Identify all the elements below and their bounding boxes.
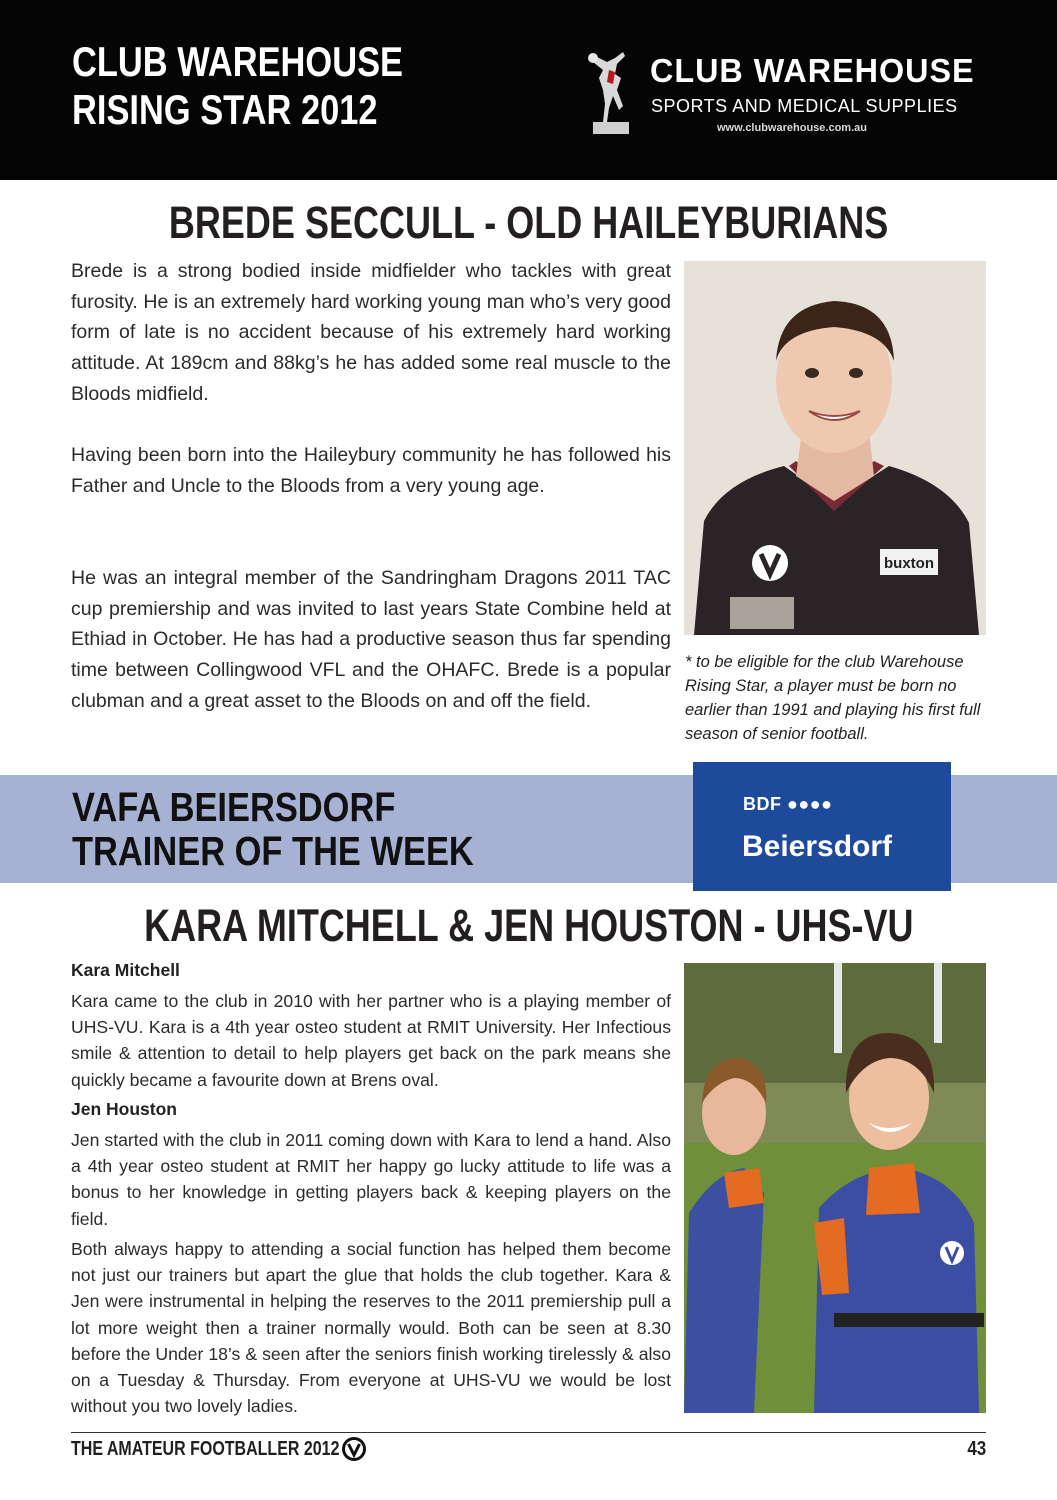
section2-heading: KARA MITCHELL & JEN HOUSTON - UHS-VU (143, 900, 914, 951)
section1-paragraph: Brede is a strong bodied inside midfielder who tackles with great furosity. He is an extremely hard working young man who’s very good form of late is no accident because of his extremely hard working attitude. At 189cm and 88kg’s he has added some real muscle to the Bloods midfield. (71, 260, 671, 405)
header-title-line1: CLUB WAREHOUSE (72, 38, 404, 85)
player-photo (684, 261, 986, 635)
page-number: 43 (967, 1438, 986, 1460)
kara-subheading: Kara Mitchell (71, 960, 180, 980)
discus-thrower-statue-icon (585, 48, 637, 138)
beiersdorf-wordmark: Beiersdorf (742, 830, 893, 863)
club-warehouse-logo (585, 48, 995, 138)
footer-publication: THE AMATEUR FOOTBALLER 2012 (71, 1438, 340, 1460)
sponsor-patch-text: buxton (884, 555, 934, 572)
bdf-mark: BDF ●●●● (743, 794, 833, 814)
jen-paragraph: Jen started with the club in 2011 coming down with Kara to lend a hand. Also a 4th year osteo student at RMIT her happy go lucky attitude to life was a bonus to her knowledge in getting players back & keeping players on the field. (71, 1130, 671, 1229)
both-paragraph: Both always happy to attending a social function has helped them become not just our trainers but apart the glue that holds the club together. Kara & Jen were instrumental in helping the reserves to the 2011 premiership pull a lot more weight then a trainer normally would. Both can be seen at 8.30 before the Under 18’s & seen after the seniors finish working tirelessly & also on a Tuesday & Thursday. From everyone at UHS-VU we would be lost without you two lovely ladies. (71, 1239, 671, 1417)
trainers-photo (684, 963, 986, 1413)
banner-title (72, 785, 474, 873)
section1-paragraph: He was an integral member of the Sandringham Dragons 2011 TAC cup premiership and was invited to last years State Combine held at Ethiad in October. He has had a productive season thus far spending time between Collingwood VFL and the OHAFC. Brede is a popular clubman and a great asset to the Bloods on and off the field. (71, 567, 671, 712)
banner-title-line2: TRAINER OF THE WEEK (72, 828, 474, 874)
header-bar (0, 0, 1057, 180)
logo-tagline: SPORTS AND MEDICAL SUPPLIES (651, 96, 958, 116)
banner-title-line1: VAFA BEIERSDORF (72, 784, 396, 830)
vafa-v-logo-icon (341, 1436, 367, 1462)
logo-name: CLUB WAREHOUSE (650, 52, 975, 89)
section1-paragraph: Having been born into the Haileybury community he has followed his Father and Uncle to the Bloods from a very young age. (71, 444, 671, 497)
beiersdorf-logo (693, 762, 951, 891)
logo-url: www.clubwarehouse.com.au (717, 122, 867, 134)
photo-caption: * to be eligible for the club Warehouse Rising Star, a player must be born no earlier than 1991 and playing his first full season of senior football. (685, 653, 981, 743)
trainers-illustration (684, 963, 986, 1413)
section1-heading: BREDE SECCULL - OLD HAILEYBURIANS (168, 197, 889, 248)
footer-rule (71, 1432, 986, 1433)
header-title-line2: RISING STAR 2012 (72, 86, 378, 133)
header-title (72, 38, 403, 134)
jen-subheading: Jen Houston (71, 1099, 177, 1119)
kara-paragraph: Kara came to the club in 2010 with her partner who is a playing member of UHS-VU. Kara is a 4th year osteo student at RMIT University. Her Infectious smile & attention to detail to help players get back on the park means she quickly became a favourite down at Brens oval. (71, 991, 671, 1090)
player-portrait-illustration (684, 261, 986, 635)
